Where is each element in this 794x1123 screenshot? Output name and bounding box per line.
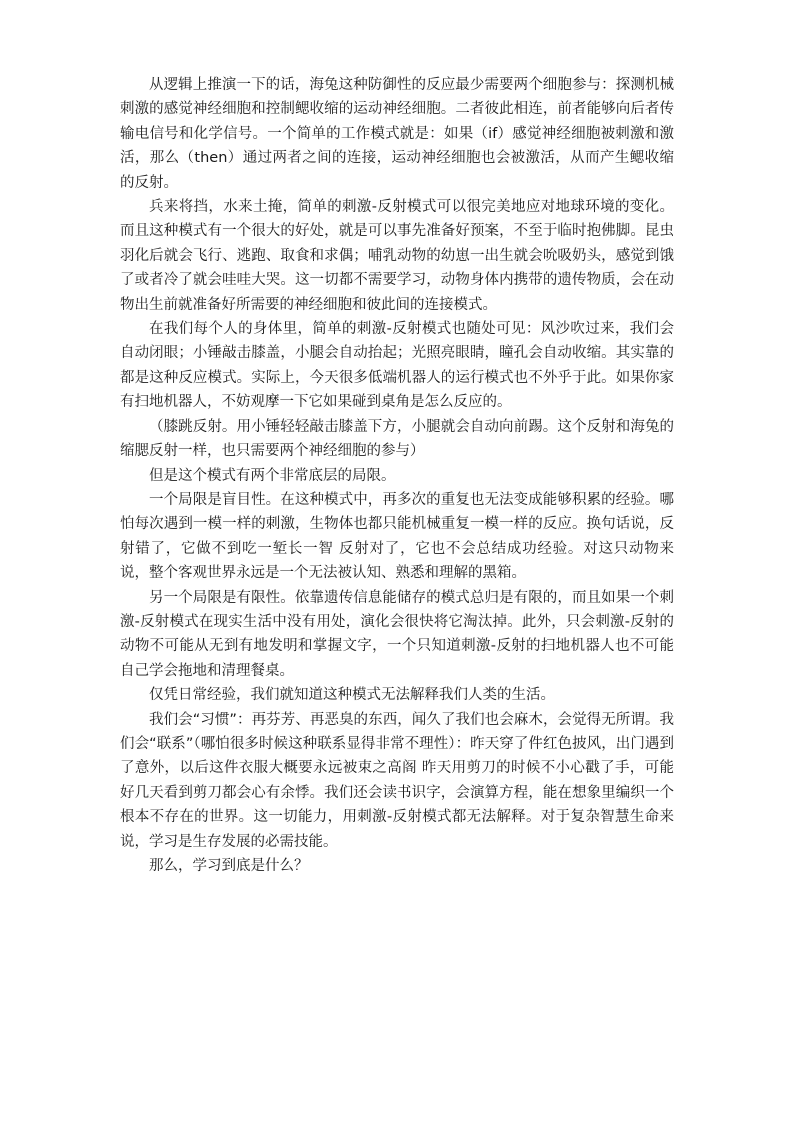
paragraph-4: （膝跳反射。用小锤轻轻敲击膝盖下方，小腿就会自动向前踢。这个反射和海兔的缩腮反射一样，也只需要两个神经细胞的参与） (120, 418, 674, 460)
paragraph-2: 兵来将挡，水来土掩，简单的刺激-反射模式可以很完美地应对地球环境的变化。而且这种模式有一个很大的好处，就是可以事先准备好预案，不至于临时抱佛脚。昆虫羽化后就会飞行、逃跑、取食和求偶；哺乳动物的幼崽一出生就会吮吸奶头，感觉到饿了或者冷了就会哇哇大哭。这一切都不需要学习，动物身体内携带的遗传物质，会在动物出生前就准备好所需要的神经细胞和彼此间的连接模式。 (120, 199, 674, 313)
paragraph-7: 另一个局限是有限性。依靠遗传信息能储存的模式总归是有限的，而且如果一个刺激-反射模式在现实生活中没有用处，演化会很快将它淘汰掉。此外，只会刺激-反射的动物不可能从无到有地发明和掌握文字，一个只知道刺激-反射的扫地机器人也不可能自己学会拖地和清理餐桌。 (120, 589, 674, 679)
paragraph-5: 但是这个模式有两个非常底层的局限。 (149, 467, 396, 484)
paragraph-9: 我们会“习惯”：再芬芳、再恶臭的东西，闻久了我们也会麻木，会觉得无所谓。我们会“联系”（哪怕很多时候这种联系显得非常不理性）：昨天穿了件红色披风，出门遇到了意外，以后这件衣服大概要永远被束之高阁 昨天用剪刀的时候不小心戳了手，可能好几天看到剪刀都会心有余悸。我们还会读书识字，会演算方程，能在想象里编织一个根本不存在的世界。这一切能力，用刺激-反射模式都无法解释。对于复杂智慧生命来说，学习是生存发展的必需技能。 (120, 711, 674, 850)
paragraph-3: 在我们每个人的身体里，简单的刺激-反射模式也随处可见：风沙吹过来，我们会自动闭眼；小锤敲击膝盖，小腿会自动抬起；光照亮眼睛，瞳孔会自动收缩。其实靠的都是这种反应模式。实际上，今天很多低端机器人的运行模式也不外乎于此。如果你家有扫地机器人，不妨观摩一下它如果碰到桌角是怎么反应的。 (120, 321, 674, 411)
paragraph-1: 从逻辑上推演一下的话，海兔这种防御性的反应最少需要两个细胞参与：探测机械刺激的感觉神经细胞和控制鳃收缩的运动神经细胞。二者彼此相连，前者能够向后者传输电信号和化学信号。一个简单的工作模式就是：如果（if）感觉神经细胞被刺激和激活，那么（then）通过两者之间的连接，运动神经细胞也会被激活，从而产生鳃收缩的反射。 (120, 77, 674, 191)
paragraph-6: 一个局限是盲目性。在这种模式中，再多次的重复也无法变成能够积累的经验。哪怕每次遇到一模一样的刺激，生物体也都只能机械重复一模一样的反应。换句话说，反射错了，它做不到吃一堑长一智 反射对了，它也不会总结成功经验。对这只动物来说，整个客观世界永远是一个无法被认知、熟悉和理解的黑箱。 (120, 491, 674, 582)
paragraph-10: 那么，学习到底是什么？ (149, 858, 309, 874)
document-page (120, 73, 674, 878)
paragraph-8: 仅凭日常经验，我们就知道这种模式无法解释我们人类的生活。 (149, 687, 555, 704)
